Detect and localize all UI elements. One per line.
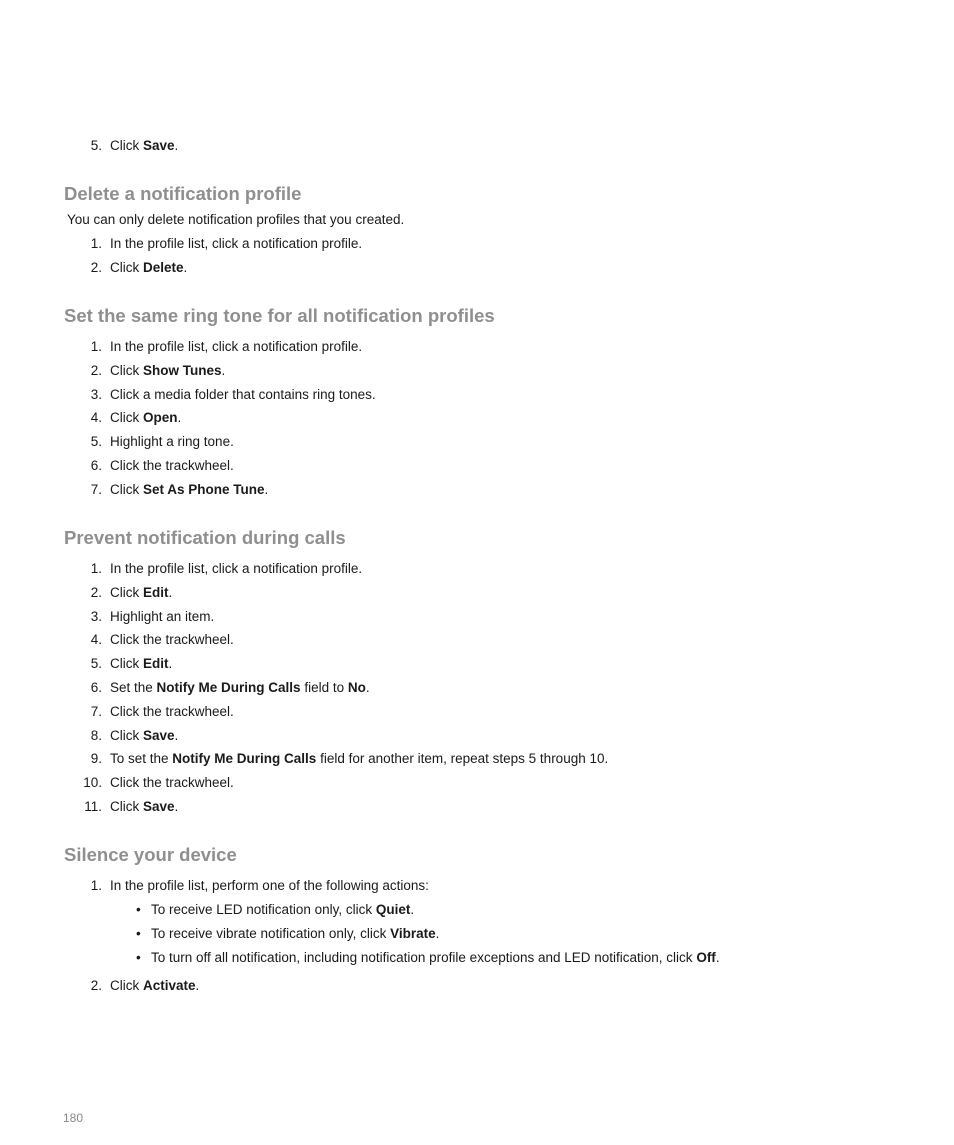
- step-item: [83, 774, 234, 792]
- step-bold: Notify Me During Calls: [172, 751, 317, 767]
- step-bold: Notify Me During Calls: [156, 680, 301, 695]
- step-text: In the profile list, click a notification profile.: [110, 561, 363, 576]
- step-item: [90, 235, 363, 253]
- step-item: [90, 338, 363, 356]
- section-heading-silence: Silence your device: [64, 844, 237, 865]
- step-item: [90, 750, 609, 768]
- step-number: 1.: [90, 339, 102, 354]
- step-text: Click: [110, 727, 143, 743]
- step-bold: Edit: [143, 656, 169, 672]
- step-item: [90, 481, 269, 499]
- section-intro: You can only delete notification profiles that you created.: [67, 212, 405, 227]
- step-item: [90, 137, 179, 155]
- step-item: [90, 727, 179, 745]
- step-item: [90, 409, 182, 427]
- bullet-text-end: .: [435, 926, 440, 941]
- bullet-bold: Quiet: [375, 902, 411, 917]
- bullet-text: To receive vibrate notification only, click: [151, 926, 391, 941]
- step-text-end: .: [177, 410, 182, 426]
- step-number: 5.: [90, 434, 102, 450]
- bullet-text-end: .: [715, 950, 720, 965]
- section-heading-prevent: Prevent notification during calls: [64, 527, 346, 548]
- bullet-text-end: .: [410, 902, 415, 917]
- bullet-item: [136, 901, 415, 919]
- step-text: Click: [110, 362, 143, 378]
- step-bold: Set As Phone Tune: [143, 481, 265, 497]
- step-number: 1.: [90, 878, 102, 893]
- step-item: [90, 433, 234, 451]
- step-item: [90, 703, 234, 721]
- step-item: [90, 877, 429, 895]
- step-text-end: .: [174, 727, 179, 743]
- step-text: Click the trackwheel.: [110, 458, 234, 473]
- step-item: [90, 386, 376, 404]
- step-text: Click the trackwheel.: [110, 703, 234, 719]
- step-text-end: .: [195, 978, 200, 993]
- step-number: 2.: [90, 978, 102, 993]
- step-number: 3.: [90, 608, 102, 624]
- step-item: [90, 679, 370, 697]
- step-number: 1.: [90, 561, 102, 576]
- step-text-end: .: [168, 656, 173, 672]
- step-number: 6.: [90, 680, 102, 695]
- step-text: In the profile list, perform one of the following actions:: [110, 878, 429, 893]
- step-text: Click: [110, 584, 143, 600]
- step-text-end: .: [168, 584, 173, 600]
- step-bold: Edit: [143, 584, 169, 600]
- step-text: Click: [110, 410, 143, 426]
- step-text: Click: [110, 656, 143, 672]
- step-text: To set the: [110, 751, 173, 767]
- step-number: 9.: [90, 751, 102, 767]
- section-heading-delete: Delete a notification profile: [64, 183, 302, 204]
- step-item: [90, 584, 173, 602]
- step-bold: Save: [143, 138, 175, 153]
- step-number: 7.: [90, 481, 102, 497]
- step-number: 7.: [90, 703, 102, 719]
- step-text: Click: [110, 978, 143, 993]
- step-bold: Save: [143, 799, 175, 814]
- step-text-end: .: [174, 799, 179, 814]
- bullet-dot-icon: •: [136, 950, 141, 965]
- step-number: 5.: [90, 656, 102, 672]
- step-bold: Delete: [143, 260, 184, 275]
- step-number: 5.: [90, 138, 102, 153]
- step-text: Click the trackwheel.: [110, 775, 234, 791]
- step-number: 6.: [90, 458, 102, 473]
- step-item: [90, 655, 173, 673]
- step-bold: Open: [143, 410, 178, 426]
- step-item: [84, 798, 179, 816]
- step-text-mid: field to: [300, 680, 348, 695]
- step-text: Click: [110, 260, 143, 275]
- step-item: [90, 560, 363, 578]
- step-text: In the profile list, click a notification profile.: [110, 236, 363, 251]
- step-text: Click: [110, 799, 143, 814]
- step-text: In the profile list, click a notification profile.: [110, 339, 363, 354]
- step-number: 4.: [90, 410, 102, 426]
- step-bold: Show Tunes: [143, 362, 222, 378]
- section-heading-ringtone: Set the same ring tone for all notification profiles: [64, 305, 495, 326]
- step-number: 8.: [90, 727, 102, 743]
- bullet-dot-icon: •: [136, 902, 141, 917]
- step-text: Click: [110, 481, 143, 497]
- step-text-end: field for another item, repeat steps 5 through 10.: [316, 751, 609, 767]
- step-number: 1.: [90, 236, 102, 251]
- step-number: 11.: [84, 799, 102, 814]
- step-text-end: .: [264, 481, 269, 497]
- step-number: 2.: [90, 362, 102, 378]
- step-text-end: .: [174, 138, 179, 153]
- step-item: [90, 977, 200, 995]
- step-number: 3.: [90, 386, 102, 402]
- step-text: Click: [110, 138, 143, 153]
- step-text-end: .: [221, 362, 226, 378]
- bullet-item: [136, 925, 440, 943]
- step-bold-2: No: [347, 680, 366, 695]
- step-item: [90, 608, 215, 626]
- step-text: Set the: [110, 680, 157, 695]
- step-text: Highlight an item.: [110, 608, 215, 624]
- step-bold: Activate: [143, 978, 196, 993]
- page-number: 180: [63, 1111, 84, 1125]
- step-number: 2.: [90, 260, 102, 275]
- bullet-item: [136, 949, 720, 967]
- bullet-bold: Vibrate: [390, 926, 436, 941]
- bullet-text: To receive LED notification only, click: [151, 902, 376, 917]
- bullet-text: To turn off all notification, including notification profile exceptions and LED notification, click: [151, 950, 697, 965]
- step-text-end: .: [183, 260, 188, 275]
- step-item: [90, 362, 226, 380]
- step-text: Click the trackwheel.: [110, 632, 234, 648]
- step-item: [90, 259, 188, 277]
- step-item: [90, 457, 234, 475]
- step-number: 2.: [90, 584, 102, 600]
- bullet-bold: Off: [696, 950, 716, 965]
- step-item: [90, 631, 234, 649]
- step-number: 4.: [90, 632, 102, 648]
- step-text: Click a media folder that contains ring tones.: [110, 386, 376, 402]
- step-text: Highlight a ring tone.: [110, 434, 234, 450]
- bullet-dot-icon: •: [136, 926, 141, 941]
- step-bold: Save: [143, 727, 175, 743]
- step-number: 10.: [83, 775, 102, 791]
- step-text-end: .: [365, 680, 370, 695]
